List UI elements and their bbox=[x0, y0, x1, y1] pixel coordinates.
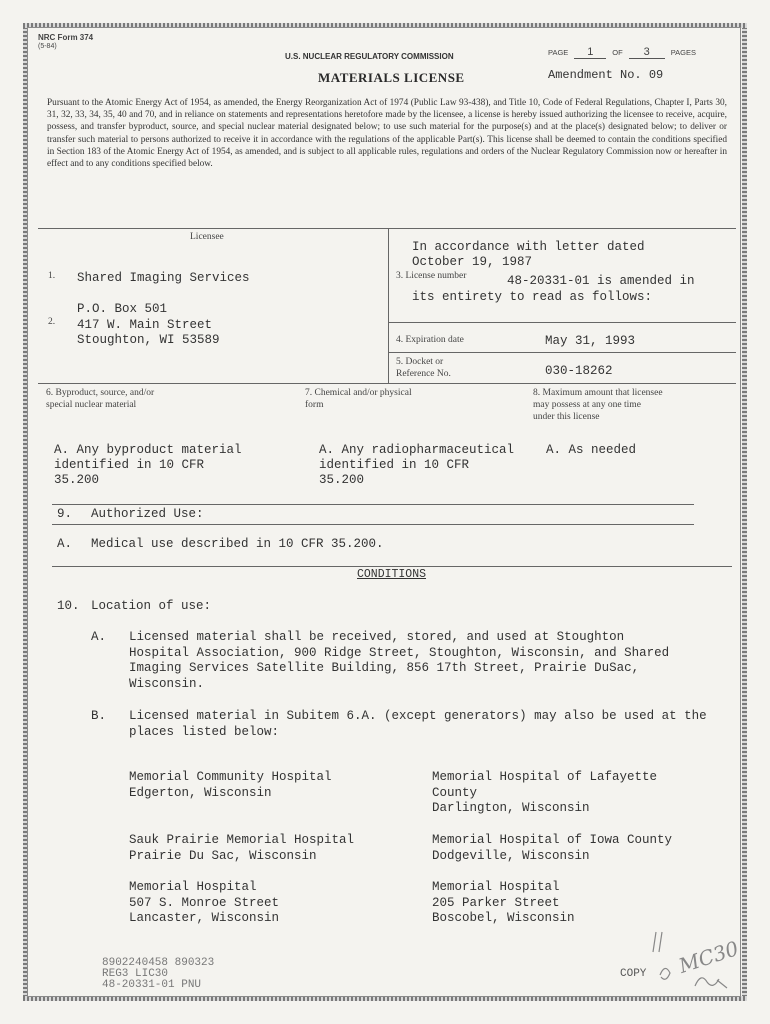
licensee-heading: Licensee bbox=[190, 232, 224, 242]
license-number-text: 48-20331-01 is amended in its entirety to read as follows: bbox=[412, 274, 695, 304]
condition-b-text: Licensed material in Subitem 6.A. (except generators) may also be used at the places listed below: bbox=[129, 709, 707, 739]
divider bbox=[38, 383, 736, 384]
place-item: Memorial Community Hospital Edgerton, Wisconsin bbox=[129, 770, 332, 800]
letter-reference: In accordance with letter dated October 19, 1987 bbox=[412, 240, 645, 269]
licensee-address: P.O. Box 501 417 W. Main Street Stoughton, WI 53589 bbox=[77, 302, 220, 347]
place-item: Memorial Hospital of Lafayette County Darlington, Wisconsin bbox=[432, 770, 658, 815]
pages-label: PAGES bbox=[670, 48, 697, 57]
place-item: Memorial Hospital of Iowa County Dodgeville, Wisconsin bbox=[432, 833, 673, 863]
divider bbox=[52, 566, 732, 567]
maximum-amount: A. As needed bbox=[546, 443, 637, 457]
location-of-use-label: Location of use: bbox=[91, 599, 212, 613]
handwritten-initials: MC30 bbox=[675, 936, 742, 978]
docket-label: 5. Docket or Reference No. bbox=[396, 357, 451, 379]
chemical-form: A. Any radiopharmaceutical identified in 10 CFR 35.200 bbox=[319, 443, 515, 487]
expiration-label: 4. Expiration date bbox=[396, 335, 464, 345]
place-item: Memorial Hospital 205 Parker Street Boscobel, Wisconsin bbox=[432, 880, 575, 925]
item-9-number: 9. bbox=[57, 507, 73, 521]
authorized-use-label: Authorized Use: bbox=[91, 507, 204, 521]
conditions-heading: CONDITIONS bbox=[357, 568, 427, 581]
page-counter bbox=[548, 46, 696, 59]
condition-a-text: Licensed material shall be received, stored, and used at Stoughton Hospital Association, 900 Ridge Street, Stoughton, Wisconsin, and Shared Imaging Services Satellite Building, 856 17th Street, Prairie DuSac, Wisconsin. bbox=[129, 630, 670, 691]
field-number-1: 1. bbox=[48, 271, 56, 281]
col6-label: 6. Byproduct, source, and/or special nuclear material bbox=[46, 388, 155, 410]
field-number-2: 2. bbox=[48, 317, 56, 327]
divider bbox=[388, 352, 736, 353]
of-label: OF bbox=[612, 48, 623, 57]
licensee-name: Shared Imaging Services bbox=[77, 271, 250, 285]
condition-10-number: 10. bbox=[57, 599, 80, 613]
place-item: Memorial Hospital 507 S. Monroe Street Lancaster, Wisconsin bbox=[129, 880, 280, 925]
docket-number: 030-18262 bbox=[545, 364, 613, 378]
amendment-number: Amendment No. 09 bbox=[548, 68, 664, 82]
authorized-use-text: Medical use described in 10 CFR 35.200. bbox=[91, 537, 384, 551]
divider bbox=[52, 504, 694, 505]
divider bbox=[388, 228, 389, 384]
expiration-date: May 31, 1993 bbox=[545, 334, 636, 348]
divider bbox=[52, 524, 694, 525]
total-pages: 3 bbox=[629, 46, 665, 59]
form-id: NRC Form 374 bbox=[38, 33, 94, 42]
divider bbox=[38, 228, 736, 229]
condition-b-letter: B. bbox=[91, 709, 107, 723]
byproduct-material: A. Any byproduct material identified in 10 CFR 35.200 bbox=[54, 443, 242, 487]
col7-label: 7. Chemical and/or physical form bbox=[305, 388, 412, 410]
copy-label: COPY bbox=[620, 968, 647, 980]
page-label: PAGE bbox=[548, 48, 569, 57]
divider bbox=[388, 322, 736, 323]
place-item: Sauk Prairie Memorial Hospital Prairie Du Sac, Wisconsin bbox=[129, 833, 355, 863]
page-number: 1 bbox=[574, 46, 606, 59]
authorized-use-letter: A. bbox=[57, 537, 73, 551]
condition-a-letter: A. bbox=[91, 630, 107, 644]
col8-label: 8. Maximum amount that licensee may possess at any one time under this license bbox=[533, 388, 663, 422]
form-date: (5-84) bbox=[38, 43, 57, 50]
preamble-paragraph: Pursuant to the Atomic Energy Act of 1954, as amended, the Energy Reorganization Act of 1974 (Public Law 93-438), and Title 10, Code of Federal Regulations, Chapter I, Parts 30, 31, 32, 33, 34, 35, 40 and 70, and in reliance on statements and representations heretofore made by the licensee, a license is hereby issued authorizing the licensee to receive, acquire, possess, and transfer byproduct, source, and special nuclear material designated below; to use such material for the purpose(s) and at the place(s) designated below; to deliver or transfer such material to persons authorized to receive it in accordance with the regulations of the applicable Part(s). This license shall be deemed to contain the conditions specified in Section 183 of the Atomic Energy Act of 1954, as amended, and is subject to all applicable rules, regulations and orders of the Nuclear Regulatory Commission now or hereafter in effect and to any conditions specified below. bbox=[47, 98, 727, 170]
document-stamp: 8902240458 890323 REG3 LIC30 48-20331-01 PNU bbox=[102, 957, 215, 991]
license-title: MATERIALS LICENSE bbox=[318, 70, 465, 85]
agency-name: U.S. NUCLEAR REGULATORY COMMISSION bbox=[285, 52, 454, 61]
license-number-label: 3. License number bbox=[396, 271, 467, 281]
handwritten-marks bbox=[645, 930, 740, 1000]
